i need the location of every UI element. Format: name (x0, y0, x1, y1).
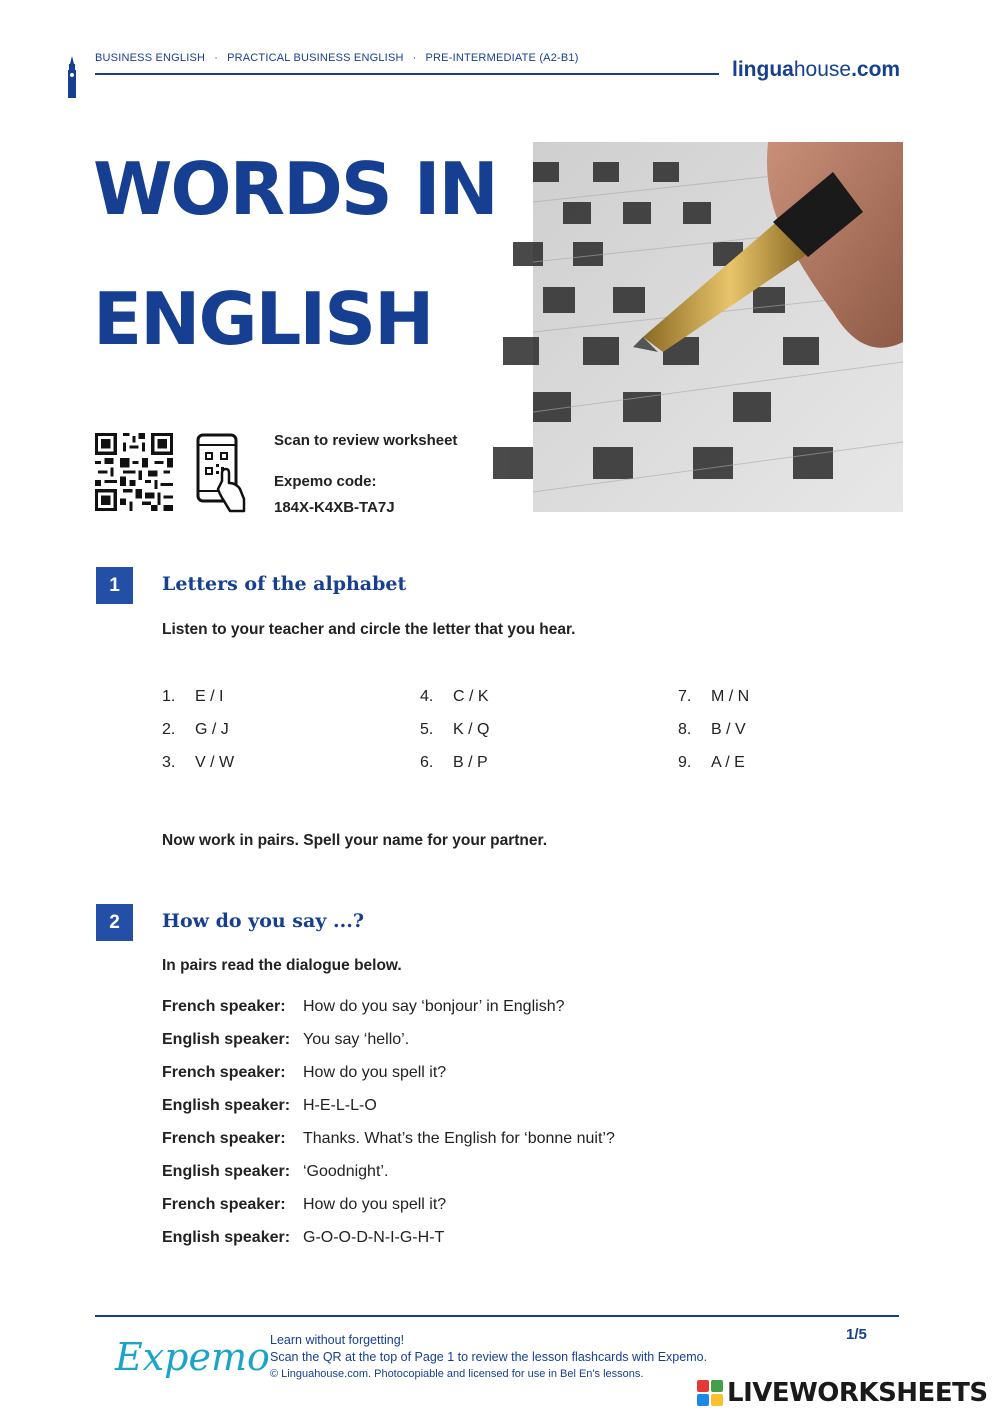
section-title: Letters of the alphabet (162, 573, 407, 595)
dialogue-line (162, 1155, 802, 1188)
item-options: A / E (711, 753, 745, 771)
dialogue-text: You say ‘hello’. (303, 1030, 410, 1048)
crossword-photo (533, 142, 903, 512)
dialogue (162, 990, 802, 1255)
expemo-logo[interactable] (115, 1330, 270, 1390)
scan-label: Scan to review worksheet (274, 432, 458, 449)
section-number-badge: 2 (96, 904, 133, 941)
expemo-code-label: Expemo code: (274, 473, 377, 490)
brand-part: house (793, 58, 852, 81)
footer-tagline: Learn without forgetting! (270, 1333, 405, 1347)
section-instruction: In pairs read the dialogue below. (162, 957, 402, 974)
item-options: C / K (453, 687, 489, 705)
breadcrumb-separator: · (412, 52, 417, 64)
breadcrumb-item[interactable]: BUSINESS ENGLISH (95, 52, 206, 64)
breadcrumb-item[interactable]: PRACTICAL BUSINESS ENGLISH (227, 52, 404, 64)
speaker-label: French speaker: (162, 1129, 286, 1147)
dialogue-text: H-E-L-L-O (303, 1096, 377, 1114)
section-instruction: Listen to your teacher and circle the letter that you hear. (162, 621, 576, 638)
item-number: 1. (162, 687, 176, 705)
footer-text (270, 1332, 707, 1383)
item-options: M / N (711, 687, 750, 705)
dialogue-text: How do you spell it? (303, 1063, 447, 1081)
dialogue-text: Thanks. What’s the English for ‘bonne nuit’? (303, 1129, 615, 1147)
breadcrumb-item[interactable]: PRE-INTERMEDIATE (A2-B1) (425, 52, 579, 64)
item-number: 8. (678, 720, 692, 738)
phone-scan-icon (196, 433, 248, 513)
liveworksheets-text: LIVEWORKSHEETS (727, 1378, 988, 1408)
breadcrumb (95, 52, 579, 64)
brand-logo[interactable] (732, 58, 900, 82)
speaker-label: English speaker: (162, 1163, 291, 1181)
speaker-label: French speaker: (162, 1196, 286, 1214)
letter-pair-item[interactable] (420, 719, 678, 740)
expemo-code-block (274, 469, 395, 521)
speaker-label: English speaker: (162, 1096, 291, 1114)
big-ben-icon (66, 56, 78, 98)
page-number: 1/5 (846, 1326, 867, 1343)
item-number: 3. (162, 753, 176, 771)
dialogue-line (162, 1089, 802, 1122)
brand-part: .com (851, 58, 901, 81)
expemo-logo-text: Expemo (115, 1335, 270, 1379)
speaker-label: English speaker: (162, 1229, 291, 1247)
item-options: V / W (195, 753, 235, 771)
letter-pairs-grid (162, 686, 802, 773)
item-options: E / I (195, 687, 224, 705)
speaker-label: French speaker: (162, 997, 286, 1015)
section-title: How do you say ...? (162, 910, 364, 932)
page-title (93, 124, 523, 384)
footer-scan-note: Scan the QR at the top of Page 1 to review the lesson flashcards with Expemo. (270, 1350, 708, 1364)
dialogue-text: ‘Goodnight’. (303, 1163, 389, 1181)
brand-part: lingua (732, 58, 794, 81)
title-line: WORDS IN (93, 147, 497, 231)
dialogue-text: How do you spell it? (303, 1196, 447, 1214)
liveworksheets-icon (697, 1380, 723, 1406)
title-line: ENGLISH (93, 277, 433, 361)
item-number: 4. (420, 687, 434, 705)
letter-pair-item[interactable] (162, 686, 420, 707)
speaker-label: French speaker: (162, 1063, 286, 1081)
qr-code-icon[interactable] (95, 433, 173, 511)
breadcrumb-separator: · (214, 52, 219, 64)
item-options: B / V (711, 720, 746, 738)
footer-copyright: © Linguahouse.com. Photocopiable and licensed for use in Bel En's lessons. (270, 1368, 644, 1380)
dialogue-line (162, 1189, 802, 1222)
dialogue-line (162, 1222, 802, 1255)
letter-pair-item[interactable] (678, 719, 828, 740)
header-divider (95, 73, 719, 75)
letter-pair-item[interactable] (162, 752, 420, 773)
dialogue-text: How do you say ‘bonjour’ in English? (303, 997, 565, 1015)
dialogue-text: G-O-O-D-N-I-G-H-T (303, 1229, 445, 1247)
dialogue-line (162, 990, 802, 1023)
letter-pair-item[interactable] (678, 686, 828, 707)
item-number: 6. (420, 753, 434, 771)
item-number: 2. (162, 720, 176, 738)
item-number: 9. (678, 753, 692, 771)
dialogue-line (162, 1056, 802, 1089)
liveworksheets-watermark (697, 1378, 988, 1408)
letter-pair-item[interactable] (678, 752, 828, 773)
letter-pair-item[interactable] (420, 752, 678, 773)
footer-divider (95, 1315, 899, 1317)
dialogue-line (162, 1122, 802, 1155)
item-number: 7. (678, 687, 692, 705)
item-options: B / P (453, 753, 488, 771)
expemo-code-value: 184X-K4XB-TA7J (274, 499, 395, 516)
speaker-label: English speaker: (162, 1030, 291, 1048)
section-number-badge: 1 (96, 567, 133, 604)
item-number: 5. (420, 720, 434, 738)
letter-pair-item[interactable] (420, 686, 678, 707)
dialogue-line (162, 1023, 802, 1056)
letter-pair-item[interactable] (162, 719, 420, 740)
item-options: G / J (195, 720, 229, 738)
pair-work-instruction: Now work in pairs. Spell your name for your partner. (162, 832, 548, 849)
item-options: K / Q (453, 720, 490, 738)
